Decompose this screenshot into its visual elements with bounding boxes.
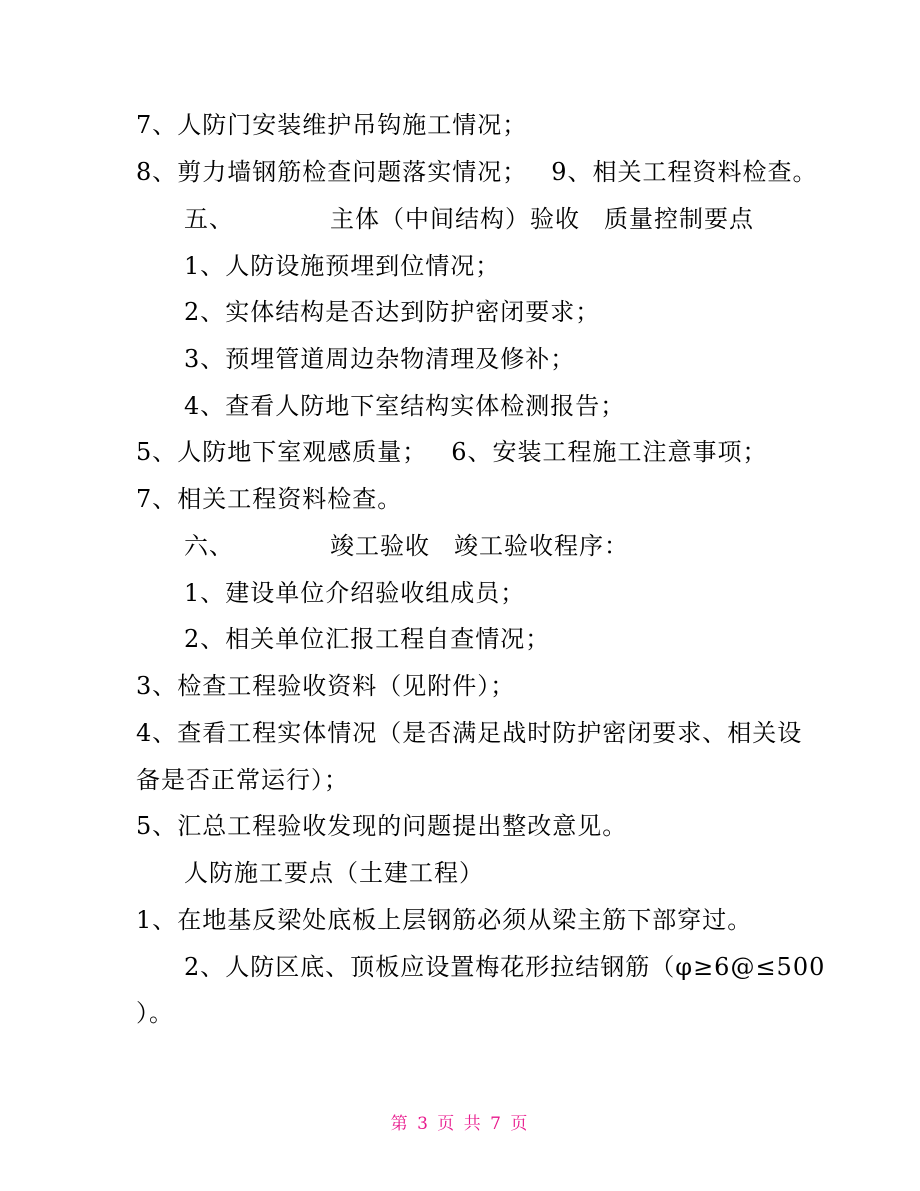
text-line <box>136 437 768 467</box>
line-text: 2、相关单位汇报工程自查情况； <box>184 625 551 653</box>
text-line <box>184 251 500 281</box>
text-line <box>136 718 802 748</box>
line-text: 1、建设单位介绍验收组成员； <box>184 579 526 607</box>
line-text: 9、相关工程资料检查。 <box>551 158 818 186</box>
line-text: 1、人防设施预埋到位情况； <box>184 252 501 280</box>
subsection-heading <box>184 858 484 888</box>
section-subtitle: 质量控制要点 <box>604 205 754 233</box>
text-line <box>184 952 825 982</box>
text-line <box>184 391 625 421</box>
line-text: 3、检查工程验收资料（见附件）； <box>136 672 516 700</box>
section-number: 六、 <box>184 532 234 560</box>
section-subtitle: 竣工验收程序： <box>454 532 629 560</box>
text-line <box>184 624 550 654</box>
text-line <box>136 110 527 140</box>
line-text: ）。 <box>136 999 174 1027</box>
text-line <box>184 297 600 327</box>
line-text: 3、预埋管道周边杂物清理及修补； <box>184 345 576 373</box>
line-text: 2、实体结构是否达到防护密闭要求； <box>184 298 601 326</box>
text-line <box>136 905 752 935</box>
text-line <box>136 157 818 187</box>
section-title: 竣工验收 <box>330 532 430 560</box>
section-title: 主体（中间结构）验收 <box>330 205 580 233</box>
section-heading <box>184 531 629 561</box>
section-number: 五、 <box>184 205 234 233</box>
line-text: 6、安装工程施工注意事项； <box>451 438 768 466</box>
text-line <box>136 998 174 1028</box>
text-line <box>136 484 402 514</box>
text-line <box>136 811 627 841</box>
text-line <box>184 344 575 374</box>
line-text: 备是否正常运行）； <box>136 766 349 794</box>
page-footer <box>0 1113 920 1135</box>
line-text: 5、人防地下室观感质量； <box>136 438 428 466</box>
line-text: 7、相关工程资料检查。 <box>136 485 403 513</box>
text-line <box>184 578 525 608</box>
page-number-label: 第 3 页 共 7 页 <box>390 1114 530 1134</box>
text-line <box>136 671 515 701</box>
line-text: 1、在地基反梁处底板上层钢筋必须从梁主筋下部穿过。 <box>136 906 753 934</box>
line-text: 7、人防门安装维护吊钩施工情况； <box>136 111 528 139</box>
line-text: 4、查看工程实体情况（是否满足战时防护密闭要求、相关设 <box>136 719 803 747</box>
line-text: 5、汇总工程验收发现的问题提出整改意见。 <box>136 812 628 840</box>
text-line <box>136 765 349 795</box>
line-text: 4、查看人防地下室结构实体检测报告； <box>184 392 626 420</box>
line-text: 8、剪力墙钢筋检查问题落实情况； <box>136 158 528 186</box>
line-text: 2、人防区底、顶板应设置梅花形拉结钢筋（φ≥6@≤500 <box>184 953 826 981</box>
section-heading <box>184 204 754 234</box>
line-text: 人防施工要点（土建工程） <box>184 859 484 887</box>
